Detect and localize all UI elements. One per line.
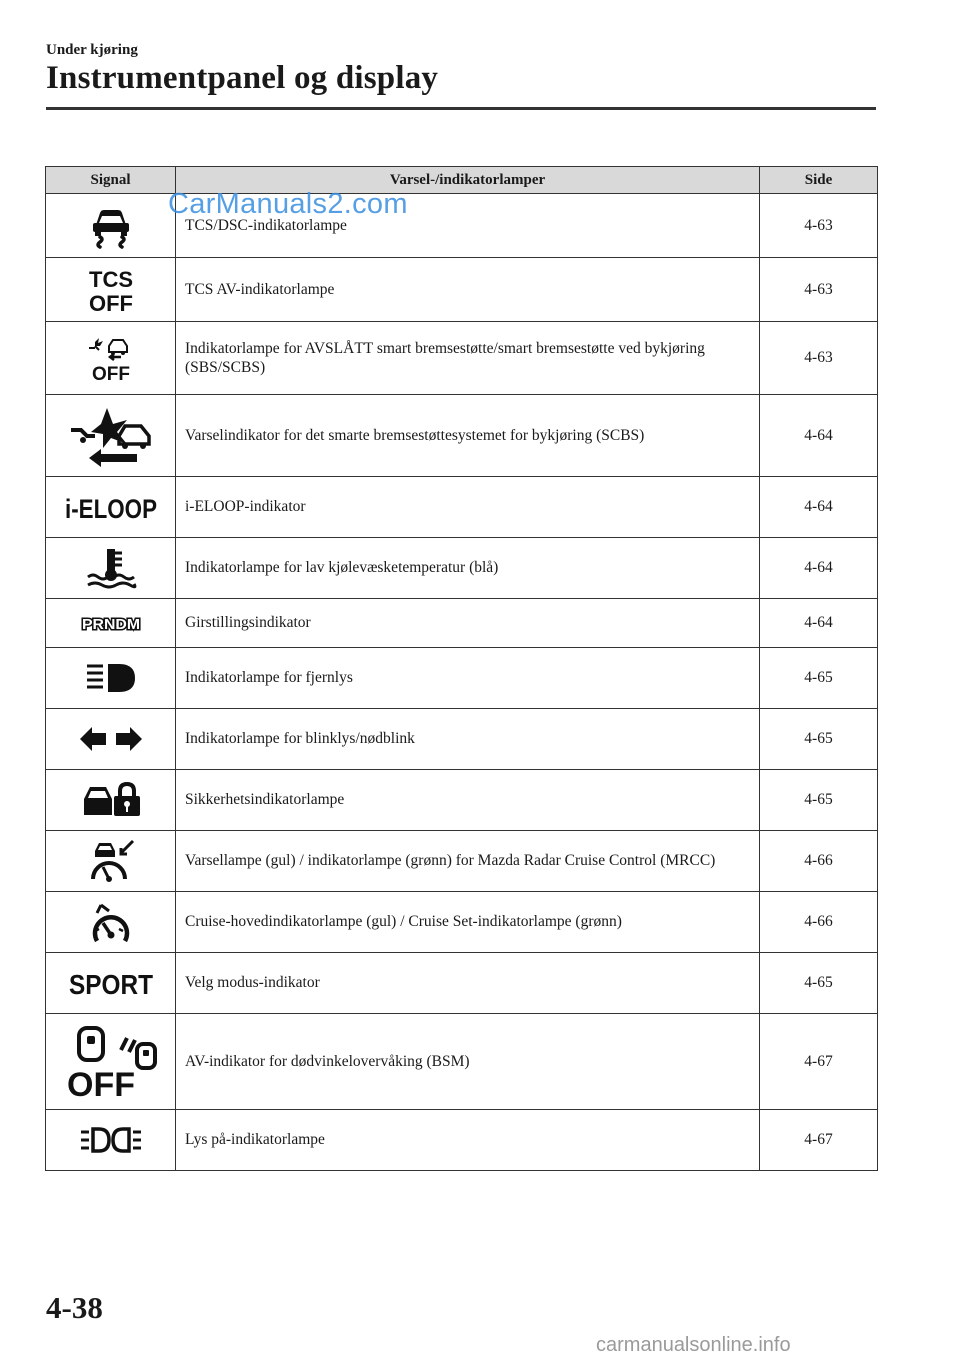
- row-page-ref: 4-65: [760, 648, 878, 709]
- mrcc-icon: [85, 839, 137, 883]
- row-page-ref: 4-65: [760, 770, 878, 831]
- lights-on-icon: [79, 1125, 143, 1155]
- prndm-icon-label: PRNDM: [81, 616, 140, 633]
- table-row: [46, 953, 878, 1014]
- row-description: TCS/DSC-indikatorlampe: [176, 194, 760, 258]
- row-page-ref: 4-66: [760, 831, 878, 892]
- signal-cell: [46, 953, 176, 1014]
- row-description: Velg modus-indikator: [176, 953, 760, 1014]
- row-page-ref: 4-64: [760, 538, 878, 599]
- row-page-ref: 4-65: [760, 953, 878, 1014]
- row-page-ref: 4-66: [760, 892, 878, 953]
- table-row: [46, 892, 878, 953]
- table-row: [46, 194, 878, 258]
- page-title: Instrumentpanel og display: [46, 60, 439, 96]
- row-page-ref: 4-63: [760, 194, 878, 258]
- signal-cell: [46, 194, 176, 258]
- row-description: Indikatorlampe for AVSLÅTT smart bremsestøtte/smart bremsestøtte ved bykjøring (SBS/SCBS): [176, 322, 760, 395]
- coolant-temperature-icon: [84, 547, 138, 589]
- table-row: [46, 648, 878, 709]
- row-page-ref: 4-65: [760, 709, 878, 770]
- table-row: [46, 258, 878, 322]
- row-page-ref: 4-64: [760, 395, 878, 477]
- row-description: Varsellampe (gul) / indikatorlampe (grønn) for Mazda Radar Cruise Control (MRCC): [176, 831, 760, 892]
- page-number: 4-38: [46, 1290, 103, 1325]
- signal-cell: [46, 258, 176, 322]
- tcs-off-icon-line1: TCS: [88, 266, 133, 292]
- row-page-ref: 4-67: [760, 1014, 878, 1110]
- table-row: [46, 395, 878, 477]
- row-description: TCS AV-indikatorlampe: [176, 258, 760, 322]
- table-row: [46, 831, 878, 892]
- i-eloop-icon: [61, 489, 161, 525]
- row-page-ref: 4-63: [760, 322, 878, 395]
- signal-cell: [46, 1110, 176, 1171]
- column-header-page: Side: [760, 167, 878, 194]
- i-eloop-icon-label: i-ELOOP: [64, 494, 157, 524]
- table-row: [46, 477, 878, 538]
- signal-cell: [46, 831, 176, 892]
- signal-cell: [46, 770, 176, 831]
- signal-cell: [46, 599, 176, 648]
- sport-icon: [67, 966, 155, 1000]
- table-row: [46, 1014, 878, 1110]
- row-description: i-ELOOP-indikator: [176, 477, 760, 538]
- table-header-row: [46, 167, 878, 194]
- signal-cell: [46, 395, 176, 477]
- row-description: Indikatorlampe for blinklys/nødblink: [176, 709, 760, 770]
- tcs-off-icon: [81, 265, 141, 315]
- footer-watermark: carmanualsonline.info: [596, 1334, 791, 1356]
- table-row: [46, 709, 878, 770]
- row-page-ref: 4-64: [760, 477, 878, 538]
- tcs-dsc-icon: [86, 203, 136, 249]
- row-description: Varselindikator for det smarte bremsestøttesystemet for bykjøring (SCBS): [176, 395, 760, 477]
- scbs-warning-icon: [61, 404, 161, 468]
- table-row: [46, 538, 878, 599]
- indicator-table: [45, 166, 878, 1171]
- table-row: [46, 770, 878, 831]
- sport-icon-label: SPORT: [68, 969, 153, 1000]
- sbs-off-icon-label: OFF: [91, 364, 130, 385]
- row-description: Sikkerhetsindikatorlampe: [176, 770, 760, 831]
- security-icon: [80, 781, 142, 819]
- row-page-ref: 4-67: [760, 1110, 878, 1171]
- signal-cell: [46, 1014, 176, 1110]
- cruise-main-icon: [89, 899, 133, 945]
- table-row: [46, 322, 878, 395]
- row-description: Indikatorlampe for fjernlys: [176, 648, 760, 709]
- row-description: Cruise-hovedindikatorlampe (gul) / Cruise Set-indikatorlampe (grønn): [176, 892, 760, 953]
- watermark-text: CarManuals2.com: [168, 188, 408, 220]
- signal-cell: [46, 709, 176, 770]
- table-row: [46, 1110, 878, 1171]
- signal-cell: [46, 477, 176, 538]
- sbs-off-icon: [83, 332, 139, 384]
- signal-cell: [46, 648, 176, 709]
- row-description: Lys på-indikatorlampe: [176, 1110, 760, 1171]
- row-page-ref: 4-63: [760, 258, 878, 322]
- tcs-off-icon-line2: OFF: [88, 290, 133, 316]
- bsm-off-icon-label: OFF: [66, 1065, 135, 1104]
- row-page-ref: 4-64: [760, 599, 878, 648]
- prndm-icon: [80, 612, 142, 634]
- signal-cell: [46, 322, 176, 395]
- row-description: Indikatorlampe for lav kjølevæsketemperatur (blå): [176, 538, 760, 599]
- section-label: Under kjøring: [46, 42, 138, 58]
- turn-signal-icon: [78, 725, 144, 753]
- row-description: AV-indikator for dødvinkelovervåking (BSM): [176, 1014, 760, 1110]
- bsm-off-icon: [63, 1024, 159, 1104]
- signal-cell: [46, 538, 176, 599]
- column-header-signal: Signal: [46, 167, 176, 194]
- high-beam-icon: [83, 660, 139, 696]
- row-description: Girstillingsindikator: [176, 599, 760, 648]
- title-divider: [46, 107, 876, 110]
- table-row: [46, 599, 878, 648]
- column-header-description: Varsel-/indikatorlamper: [176, 167, 760, 194]
- signal-cell: [46, 892, 176, 953]
